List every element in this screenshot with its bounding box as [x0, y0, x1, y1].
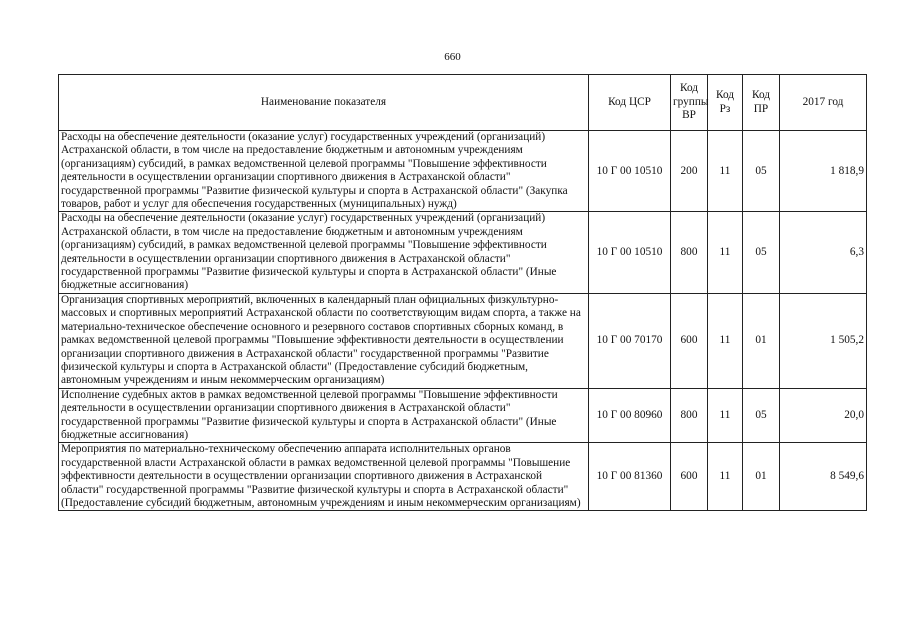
row-pr-code: 05 — [743, 388, 780, 443]
budget-table — [58, 74, 867, 511]
row-name: Расходы на обеспечение деятельности (оказание услуг) государственных учреждений (организаций) Астраханской области, в том числе на предоставление бюджетным и автономным учреждениям (организациям) субсидий, в рамках ведомственной целевой программы "Повышение эффективности деятельности в осуществлении организации спортивного движения в Астраханской области" государственной программы "Развитие физической культуры и спорта в Астраханской области" (Иные бюджетные ассигнования) — [59, 212, 589, 293]
row-pr-code: 01 — [743, 443, 780, 511]
row-rz-code: 11 — [708, 212, 743, 293]
row-csr-code: 10 Г 00 81360 — [589, 443, 671, 511]
header-pr-code: Код ПР — [743, 75, 780, 131]
row-amount: 1 818,9 — [780, 131, 867, 212]
row-name: Расходы на обеспечение деятельности (оказание услуг) государственных учреждений (организаций) Астраханской области, в том числе на предоставление бюджетным и автономным учреждениям (организациям) субсидий, в рамках ведомственной целевой программы "Повышение эффективности деятельности в осуществлении организации спортивного движения в Астраханской области" государственной программы "Развитие физической культуры и спорта в Астраханской области" (Закупка товаров, работ и услуг для обеспечения государственных (муниципальных) нужд) — [59, 131, 589, 212]
table-row — [59, 388, 867, 443]
row-rz-code: 11 — [708, 388, 743, 443]
row-rz-code: 11 — [708, 131, 743, 212]
row-vr-code: 600 — [671, 443, 708, 511]
header-name: Наименование показателя — [59, 75, 589, 131]
row-name: Организация спортивных мероприятий, включенных в календарный план официальных физкультурно-массовых и спортивных мероприятий Астраханской области по соответствующим видам спорта, а также на материально-техническое обеспечение основного и резервного составов спортивных сборных команд, в рамках ведомственной целевой программы "Повышение эффективности деятельности в осуществлении организации спортивного движения в Астраханской области" государственной программы "Развитие физической культуры и спорта в Астраханской области" (Предоставление субсидий бюджетным, автономным учреждениям и иным некоммерческим организациям) — [59, 293, 589, 388]
table-row — [59, 293, 867, 388]
row-csr-code: 10 Г 00 80960 — [589, 388, 671, 443]
row-csr-code: 10 Г 00 70170 — [589, 293, 671, 388]
header-csr-code: Код ЦСР — [589, 75, 671, 131]
table-row — [59, 443, 867, 511]
table-row — [59, 131, 867, 212]
row-vr-code: 600 — [671, 293, 708, 388]
row-amount: 8 549,6 — [780, 443, 867, 511]
header-year: 2017 год — [780, 75, 867, 131]
header-vr-code: Код группы ВР — [671, 75, 708, 131]
row-name: Исполнение судебных актов в рамках ведомственной целевой программы "Повышение эффективности деятельности в осуществлении организации спортивного движения в Астраханской области" государственной программы "Развитие физической культуры и спорта в Астраханской области" (Иные бюджетные ассигнования) — [59, 388, 589, 443]
row-pr-code: 05 — [743, 131, 780, 212]
row-rz-code: 11 — [708, 443, 743, 511]
row-rz-code: 11 — [708, 293, 743, 388]
table-row — [59, 212, 867, 293]
row-vr-code: 800 — [671, 212, 708, 293]
row-amount: 20,0 — [780, 388, 867, 443]
header-rz-code: Код Рз — [708, 75, 743, 131]
row-pr-code: 05 — [743, 212, 780, 293]
row-vr-code: 200 — [671, 131, 708, 212]
row-csr-code: 10 Г 00 10510 — [589, 212, 671, 293]
page-number: 660 — [444, 51, 461, 63]
row-amount: 1 505,2 — [780, 293, 867, 388]
row-amount: 6,3 — [780, 212, 867, 293]
row-name: Мероприятия по материально-техническому обеспечению аппарата исполнительных органов государственной власти Астраханской области в рамках ведомственной целевой программы "Повышение эффективности деятельности в осуществлении организации спортивного движения в Астраханской области" государственной программы "Развитие физической культуры и спорта в Астраханской области" (Предоставление субсидий бюджетным, автономным учреждениям и иным некоммерческим организациям) — [59, 443, 589, 511]
row-csr-code: 10 Г 00 10510 — [589, 131, 671, 212]
row-pr-code: 01 — [743, 293, 780, 388]
row-vr-code: 800 — [671, 388, 708, 443]
table-header-row — [59, 75, 867, 131]
